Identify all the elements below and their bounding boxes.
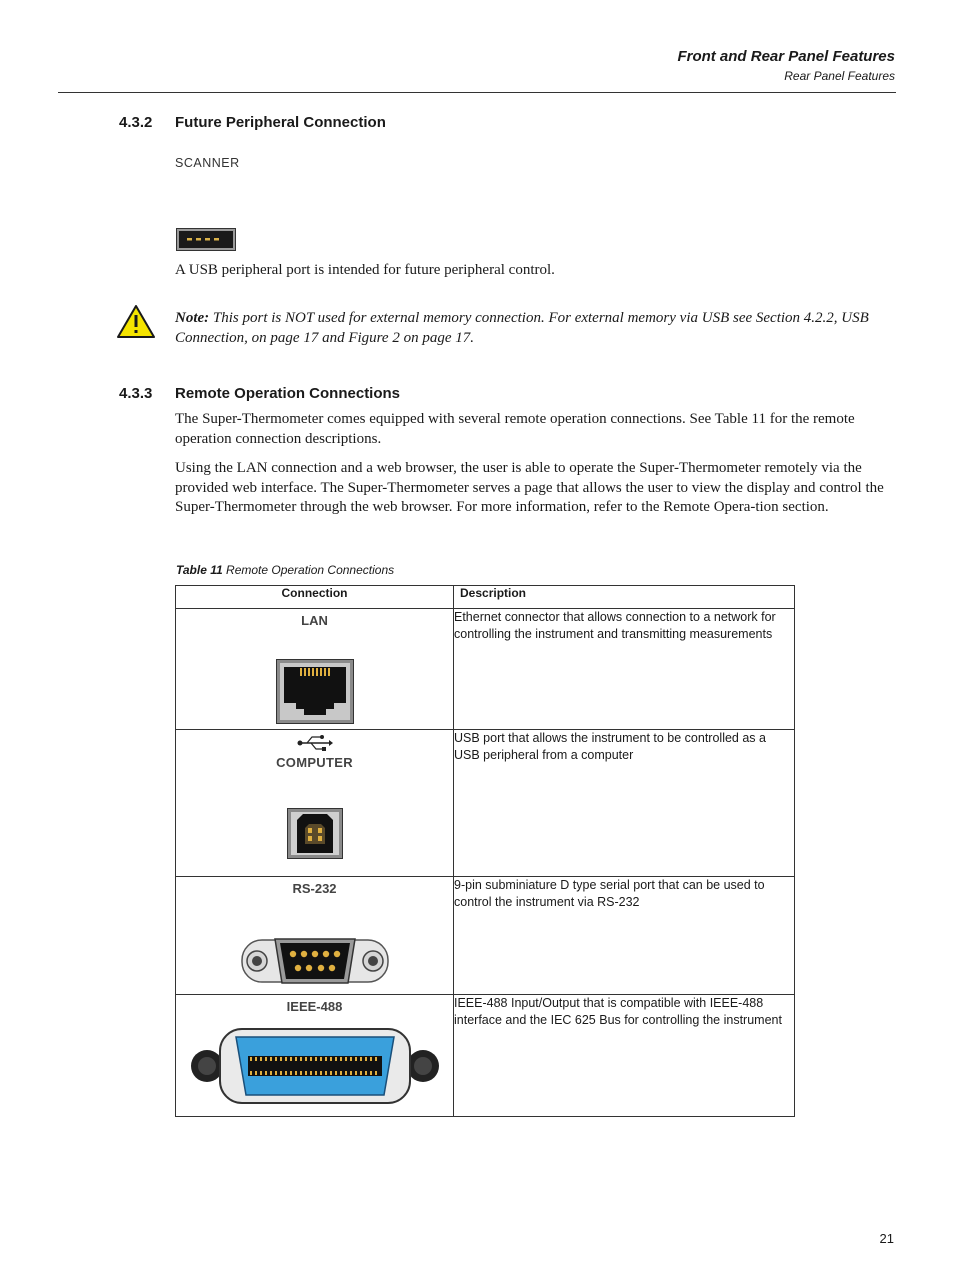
table-row <box>176 995 795 1117</box>
usb-b-port-icon <box>287 808 343 859</box>
section-number: 4.3.3 <box>119 385 153 402</box>
running-header-title: Front and Rear Panel Features <box>677 48 895 65</box>
usb-a-port-icon <box>176 228 236 251</box>
connection-name: LAN <box>301 613 328 628</box>
header-rule <box>58 92 896 93</box>
running-header-subtitle: Rear Panel Features <box>784 69 895 83</box>
table-row <box>176 609 795 730</box>
db9-port-icon <box>240 934 390 988</box>
connection-cell <box>176 609 454 730</box>
remote-connections-table <box>175 585 795 1117</box>
section-title: Future Peripheral Connection <box>175 114 386 131</box>
connection-cell <box>176 877 454 995</box>
connection-cell <box>176 995 454 1117</box>
scanner-label: SCANNER <box>175 156 240 170</box>
usb-symbol-icon <box>297 734 333 752</box>
lan-usage-paragraph: Using the LAN connection and a web browser, the user is able to operate the Super-Thermometer remotely via the provided web interface. The Super-Thermometer serves a page that allows the user to view the display and control the Super-Thermometer through the web browser. For more information, refer to the Remote Opera-tion section. <box>175 460 884 515</box>
note-text: This port is NOT used for external memory connection. For external memory via USB see Section 4.2.2, USB Connection, on page 17 and Figure 2 on page 17. <box>175 310 869 346</box>
table-header-row <box>176 586 795 609</box>
remote-intro-paragraph: The Super-Thermometer comes equipped with several remote operation connections. See Table 11 for the remote operation connection descriptions. <box>175 411 855 447</box>
page-number: 21 <box>879 1231 894 1246</box>
table-caption-text: Remote Operation Connections <box>222 563 395 577</box>
table-caption-label: Table 11 <box>176 563 223 577</box>
column-header-description: Description <box>454 586 795 609</box>
note-paragraph <box>175 309 875 348</box>
description-cell: 9-pin subminiature D type serial port that can be used to control the instrument via RS-232 <box>454 877 795 995</box>
section-title: Remote Operation Connections <box>175 385 401 402</box>
table-row <box>176 730 795 877</box>
section-number: 4.3.2 <box>119 114 153 131</box>
description-cell: IEEE-488 Input/Output that is compatible with IEEE-488 interface and the IEC 625 Bus for controlling the instrument <box>454 995 795 1117</box>
description-cell: Ethernet connector that allows connection to a network for controlling the instrument and transmitting measurements <box>454 609 795 730</box>
warning-icon <box>116 304 156 339</box>
connection-name: COMPUTER <box>276 755 353 770</box>
connection-name: RS-232 <box>292 881 337 896</box>
connection-cell <box>176 730 454 877</box>
table-caption <box>176 563 394 577</box>
gpib-port-icon <box>190 1025 440 1107</box>
column-header-connection: Connection <box>176 586 454 609</box>
note-label: Note: <box>175 310 210 326</box>
connection-name: IEEE-488 <box>286 999 343 1014</box>
usb-peripheral-text: A USB peripheral port is intended for future peripheral control. <box>175 262 555 278</box>
description-cell: USB port that allows the instrument to be controlled as a USB peripheral from a computer <box>454 730 795 877</box>
ethernet-port-icon <box>276 659 354 724</box>
table-row <box>176 877 795 995</box>
